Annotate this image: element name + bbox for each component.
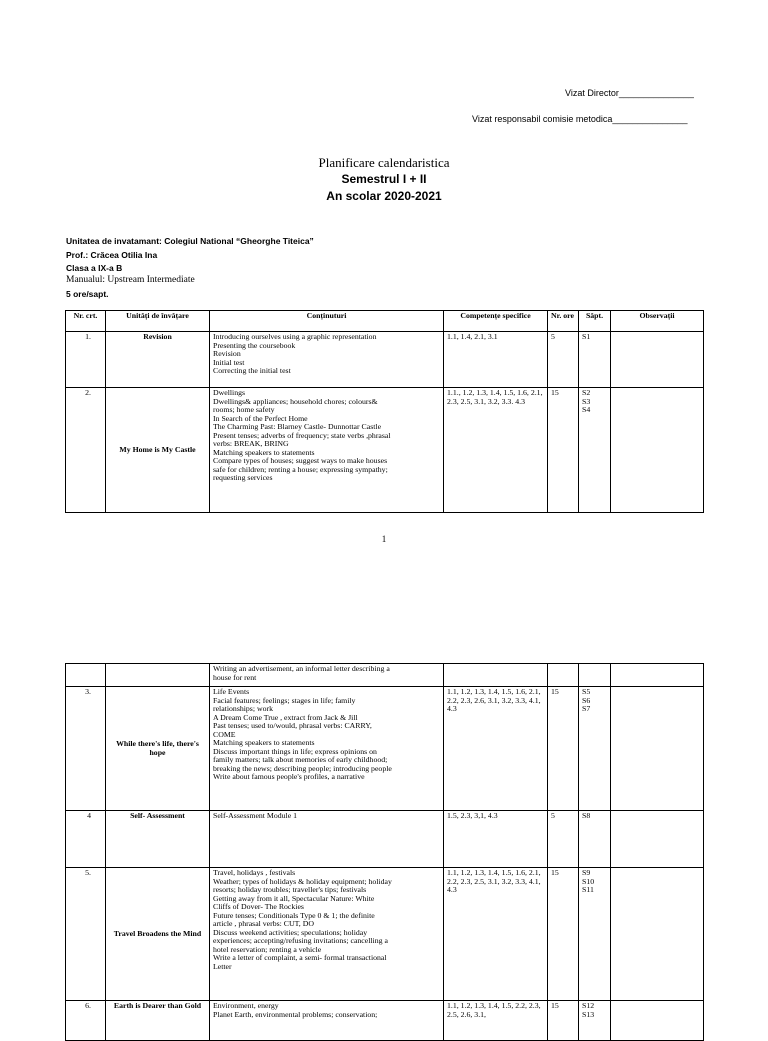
content-line: Planet Earth, environmental problems; conservation; bbox=[213, 1009, 378, 1019]
content-line: Write a letter of complaint, a semi- formal transactional bbox=[213, 953, 387, 962]
row-unit: Self- Assessment bbox=[106, 811, 210, 868]
content-line: rooms; home safety bbox=[213, 405, 275, 414]
table-row bbox=[66, 687, 704, 811]
content-line: family matters; talk about memories of early childhood; bbox=[213, 755, 388, 764]
row-content bbox=[210, 664, 444, 687]
content-line: Self-Assessment Module 1 bbox=[213, 811, 298, 820]
row-week bbox=[579, 664, 611, 687]
content-line: safe for children; renting a house; expressing sympathy; bbox=[213, 464, 388, 474]
table-header-row bbox=[66, 311, 704, 332]
content-line: Initial test bbox=[213, 357, 245, 367]
content-line: house for rent bbox=[213, 672, 257, 682]
row-competences: 1.5, 2.3, 3,1, 4.3 bbox=[444, 811, 548, 868]
content-line: Cliffs of Dover- The Rockies bbox=[213, 902, 304, 911]
row-hours: 15 bbox=[548, 388, 579, 513]
row-competences: 1.1, 1.2, 1.3, 1.4, 1.5, 2.2, 2.3, 2.5, 2.6, 3.1, bbox=[444, 1001, 548, 1041]
row-observations bbox=[611, 1001, 704, 1041]
row-unit: While there's life, there's hope bbox=[106, 687, 210, 811]
table-row bbox=[66, 332, 704, 388]
content-line: A Dream Come True , extract from Jack & Jill bbox=[213, 712, 358, 722]
vizat-director: Vizat Director_______________ bbox=[565, 88, 694, 98]
content-line: requesting services bbox=[213, 473, 273, 482]
week-line: S5 bbox=[582, 687, 591, 696]
row-hours bbox=[548, 664, 579, 687]
week-line: S7 bbox=[582, 704, 591, 713]
table-row bbox=[66, 868, 704, 1001]
row-content bbox=[210, 332, 444, 388]
content-line: Compare types of houses; suggest ways to make houses bbox=[213, 456, 388, 465]
info-school: Unitatea de invatamant: Colegiul National “Gheorghe Titeica” bbox=[66, 236, 314, 246]
content-line: Discuss important things in life; express opinions on bbox=[213, 746, 377, 756]
row-content bbox=[210, 687, 444, 811]
content-line: experiences; accepting/refusing invitations; cancelling a bbox=[213, 936, 388, 945]
content-line: Introducing ourselves using a graphic representation bbox=[213, 332, 377, 341]
content-line: Correcting the initial test bbox=[213, 366, 291, 375]
week-line: S10 bbox=[582, 876, 595, 886]
row-week bbox=[579, 687, 611, 811]
row-competences: 1.1, 1.2, 1.3, 1.4, 1.5, 1.6, 2.1, 2.2, 2.3, 2.5, 3.1, 3.2, 3.3, 4.1, 4.3 bbox=[444, 868, 548, 1001]
row-nr: 5. bbox=[66, 868, 106, 1001]
row-observations bbox=[611, 811, 704, 868]
content-line: Present tenses; adverbs of frequency; state verbs ,phrasal bbox=[213, 430, 391, 440]
row-competences: 1.1, 1.4, 2.1, 3.1 bbox=[444, 332, 548, 388]
content-line: Weather; types of holidays & holiday equipment; holiday bbox=[213, 876, 392, 886]
row-observations bbox=[611, 664, 704, 687]
content-line: hotel reservation; renting a vehicle bbox=[213, 944, 322, 954]
content-line: resorts; holiday troubles; traveller's tips; festivals bbox=[213, 885, 367, 894]
header-week: Săpt. bbox=[579, 311, 611, 332]
week-line: S9 bbox=[582, 868, 591, 877]
content-line: COME bbox=[213, 729, 236, 739]
row-unit: My Home is My Castle bbox=[106, 388, 210, 513]
row-nr: 2. bbox=[66, 388, 106, 513]
row-nr bbox=[66, 664, 106, 687]
content-line: In Search of the Perfect Home bbox=[213, 413, 308, 423]
content-line: Revision bbox=[213, 349, 241, 358]
content-line: The Charming Past: Blarney Castle- Dunnottar Castle bbox=[213, 422, 382, 431]
week-line: S12 bbox=[582, 1001, 595, 1010]
info-class: Clasa a IX-a B bbox=[66, 263, 123, 273]
doc-school-year: An scolar 2020-2021 bbox=[326, 189, 442, 203]
row-content bbox=[210, 811, 444, 868]
week-line: S13 bbox=[582, 1009, 595, 1019]
row-competences: 1.1., 1.2, 1.3, 1.4, 1.5, 1.6, 2.1, 2.3, 2.5, 3.1, 3.2, 3.3. 4.3 bbox=[444, 388, 548, 513]
doc-semester: Semestrul I + II bbox=[341, 172, 427, 186]
row-unit: Revision bbox=[106, 332, 210, 388]
content-line: Getting away from it all, Spectacular Nature: White bbox=[213, 893, 375, 903]
row-week bbox=[579, 388, 611, 513]
plan-table-page2 bbox=[65, 663, 704, 1041]
content-line: Discuss weekend activities; speculations; holiday bbox=[213, 927, 368, 937]
header-content: Conținuturi bbox=[210, 311, 444, 332]
content-line: article , phrasal verbs: CUT, DO bbox=[213, 919, 314, 928]
row-content bbox=[210, 388, 444, 513]
row-nr: 4 bbox=[66, 811, 106, 868]
week-line: S6 bbox=[582, 695, 591, 705]
info-hours: 5 ore/sapt. bbox=[66, 289, 109, 299]
row-competences bbox=[444, 664, 548, 687]
week-line: S2 bbox=[582, 388, 591, 397]
row-observations bbox=[611, 332, 704, 388]
row-hours: 15 bbox=[548, 687, 579, 811]
header-competences: Competențe specifice bbox=[444, 311, 548, 332]
content-line: Life Events bbox=[213, 687, 250, 696]
content-line: breaking the news; describing people; introducing people bbox=[213, 763, 392, 773]
content-line: Letter bbox=[213, 961, 232, 971]
row-nr: 3. bbox=[66, 687, 106, 811]
week-line: S1 bbox=[582, 332, 591, 341]
doc-title: Planificare calendaristica bbox=[318, 155, 450, 170]
row-hours: 5 bbox=[548, 332, 579, 388]
content-line: Travel, holidays , festivals bbox=[213, 868, 296, 877]
content-line: Matching speakers to statements bbox=[213, 738, 315, 747]
header-hours: Nr. ore bbox=[548, 311, 579, 332]
row-observations bbox=[611, 687, 704, 811]
week-line: S3 bbox=[582, 396, 591, 406]
week-line: S4 bbox=[582, 405, 591, 414]
row-nr: 6. bbox=[66, 1001, 106, 1041]
row-observations bbox=[611, 388, 704, 513]
row-week bbox=[579, 811, 611, 868]
info-teacher: Prof.: Crăcea Otilia Ina bbox=[66, 250, 158, 260]
content-line: Dwellings& appliances; household chores; colours& bbox=[213, 396, 378, 406]
row-week bbox=[579, 332, 611, 388]
content-line: verbs: BREAK, BRING bbox=[213, 439, 289, 448]
content-line: Write about famous people's profiles, a narrative bbox=[213, 772, 365, 781]
week-line: S11 bbox=[582, 885, 594, 894]
row-week bbox=[579, 1001, 611, 1041]
plan-table-page1 bbox=[65, 310, 704, 513]
row-content bbox=[210, 868, 444, 1001]
content-line: Future tenses; Conditionals Type 0 & 1; the definite bbox=[213, 910, 375, 920]
row-nr: 1. bbox=[66, 332, 106, 388]
row-unit: Earth is Dearer than Gold bbox=[106, 1001, 210, 1041]
content-line: Presenting the coursebook bbox=[213, 340, 296, 350]
week-line: S8 bbox=[582, 811, 591, 820]
header-units: Unități de învățare bbox=[106, 311, 210, 332]
content-line: Environment, energy bbox=[213, 1001, 279, 1010]
row-hours: 15 bbox=[548, 1001, 579, 1041]
row-unit bbox=[106, 664, 210, 687]
row-unit: Travel Broadens the Mind bbox=[106, 868, 210, 1001]
row-observations bbox=[611, 868, 704, 1001]
content-line: Matching speakers to statements bbox=[213, 447, 315, 457]
info-textbook: Manualul: Upstream Intermediate bbox=[66, 275, 195, 285]
vizat-responsabil: Vizat responsabil comisie metodica_______________ bbox=[472, 114, 688, 124]
row-week bbox=[579, 868, 611, 1001]
row-competences: 1.1, 1.2, 1.3, 1.4, 1.5, 1.6, 2.1, 2.2, 2.3, 2.6, 3.1, 3.2, 3.3, 4.1, 4.3 bbox=[444, 687, 548, 811]
row-content bbox=[210, 1001, 444, 1041]
content-line: Dwellings bbox=[213, 388, 246, 397]
table-row bbox=[66, 664, 704, 687]
header-nr: Nr. crt. bbox=[66, 311, 106, 332]
content-line: Facial features; feelings; stages in life; family bbox=[213, 695, 356, 705]
table-row bbox=[66, 811, 704, 868]
header-observations: Observații bbox=[611, 311, 704, 332]
content-line: Writing an advertisement, an informal letter describing a bbox=[213, 664, 390, 673]
table-row bbox=[66, 1001, 704, 1041]
content-line: Past tenses; used to/would, phrasal verbs: CARRY, bbox=[213, 721, 372, 730]
content-line: relationships; work bbox=[213, 704, 273, 713]
row-hours: 5 bbox=[548, 811, 579, 868]
page-number: 1 bbox=[381, 534, 387, 544]
row-hours: 15 bbox=[548, 868, 579, 1001]
table-row bbox=[66, 388, 704, 513]
